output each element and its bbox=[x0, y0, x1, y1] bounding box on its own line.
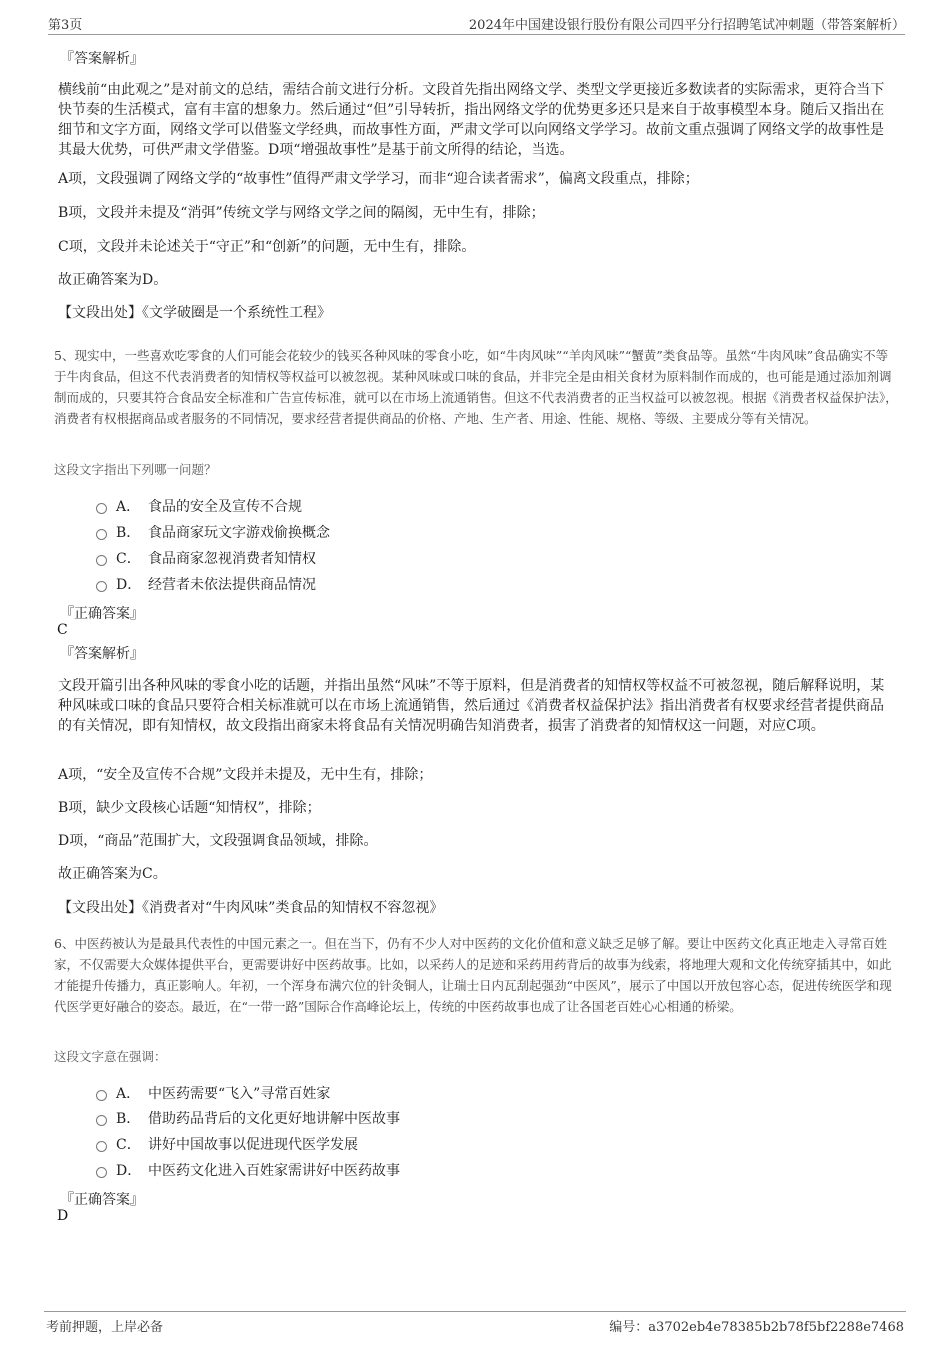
q5-note-d: D项，“商品”范围扩大，文段强调食品领域，排除。 bbox=[58, 833, 378, 849]
option-text: 食品商家玩文字游戏偷换概念 bbox=[148, 525, 330, 541]
q6-option-c[interactable] bbox=[96, 1134, 358, 1154]
radio-icon[interactable] bbox=[96, 581, 107, 592]
q5-analysis-heading: 『答案解析』 bbox=[60, 646, 144, 662]
radio-icon[interactable] bbox=[96, 529, 107, 540]
q4-note-a: A项，文段强调了网络文学的“故事性”值得严肃文学学习，而非“迎合读者需求”，偏离文段重点，排除； bbox=[58, 171, 699, 187]
q5-correct-heading: 『正确答案』 bbox=[60, 606, 144, 622]
option-letter: D． bbox=[116, 1163, 142, 1179]
option-letter: D． bbox=[116, 577, 142, 593]
q4-source: 【文段出处】《文学破圈是一个系统性工程》 bbox=[58, 305, 331, 321]
q5-note-b: B项，缺少文段核心话题“知情权”，排除； bbox=[58, 800, 321, 816]
q5-stem: 5、现实中，一些喜欢吃零食的人们可能会花较少的钱买各种风味的零食小吃，如“牛肉风味”“羊肉风味”“蟹黄”类食品等。虽然“牛肉风味”食品确实不等于牛肉食品，但这不代表消费者的知情权等权益可以被忽视。某种风味或口味的食品，并非完全是由相关食材为原料制作而成的，也可能是通过添加剂调制而成的，只要其符合食品安全标准和广告宣传标准，就可以在市场上流通销售。但这不代表消费者的正当权益可以被忽视。根据《消费者权益保护法》，消费者有权根据商品或者服务的不同情况，要求经营者提供商品的价格、产地、生产者、用途、性能、规格、等级、主要成分等有关情况。 bbox=[54, 348, 898, 426]
radio-icon[interactable] bbox=[96, 1167, 107, 1178]
q6-correct-heading: 『正确答案』 bbox=[60, 1192, 144, 1208]
option-text: 食品商家忽视消费者知情权 bbox=[148, 551, 316, 567]
q6-option-b[interactable] bbox=[96, 1108, 400, 1128]
q5-conclusion: 故正确答案为C。 bbox=[58, 866, 167, 882]
q5-option-b[interactable] bbox=[96, 522, 330, 542]
option-letter: B． bbox=[116, 525, 141, 541]
option-text: 经营者未依法提供商品情况 bbox=[148, 577, 316, 593]
option-letter: C． bbox=[116, 551, 141, 567]
footer-slogan: 考前押题，上岸必备 bbox=[46, 1320, 164, 1335]
q5-option-c[interactable] bbox=[96, 548, 316, 568]
q4-analysis-heading: 『答案解析』 bbox=[60, 51, 144, 67]
q5-answer: C bbox=[57, 622, 68, 638]
q4-note-b: B项，文段并未提及“消弭”传统文学与网络文学之间的隔阂，无中生有，排除； bbox=[58, 205, 545, 221]
document-id: 编号：a3702eb4e78385b2b78f5bf2288e7468 bbox=[609, 1320, 904, 1335]
radio-icon[interactable] bbox=[96, 1141, 107, 1152]
radio-icon[interactable] bbox=[96, 555, 107, 566]
option-letter: A． bbox=[116, 1086, 141, 1102]
q6-stem: 6、中医药被认为是最具代表性的中国元素之一。但在当下，仍有不少人对中医药的文化价值和意义缺乏足够了解。要让中医药文化真正地走入寻常百姓家，不仅需要大众媒体提供平台，更需要讲好中医药故事。比如，以采药人的足迹和采药用药背后的故事为线索，将地理大观和文化传统穿插其中，如此才能提升传播力，真正影响人。年初，一个浑身布满穴位的针灸铜人，让瑞士日内瓦刮起强劲“中医风”，展示了中国以开放包容心态，促进传统医学和现代医学更好融合的姿态。最近，在“一带一路”国际合作高峰论坛上，传统的中医药故事也成了让各国老百姓心心相通的桥梁。 bbox=[54, 936, 892, 1014]
q5-source: 【文段出处】《消费者对“牛肉风味”类食品的知情权不容忽视》 bbox=[58, 900, 444, 916]
option-letter: A． bbox=[116, 499, 141, 515]
option-letter: B． bbox=[116, 1111, 141, 1127]
radio-icon[interactable] bbox=[96, 1090, 107, 1101]
option-text: 中医药文化进入百姓家需讲好中医药故事 bbox=[148, 1163, 400, 1179]
page-header bbox=[48, 10, 905, 35]
option-text: 讲好中国故事以促进现代医学发展 bbox=[148, 1137, 358, 1153]
option-letter: C． bbox=[116, 1137, 141, 1153]
radio-icon[interactable] bbox=[96, 1115, 107, 1126]
q5-option-a[interactable] bbox=[96, 496, 302, 516]
q5-prompt: 这段文字指出下列哪一问题？ bbox=[54, 462, 217, 477]
radio-icon[interactable] bbox=[96, 503, 107, 514]
option-text: 食品的安全及宣传不合规 bbox=[148, 499, 302, 515]
document-title: 2024年中国建设银行股份有限公司四平分行招聘笔试冲刺题（带答案解析） bbox=[468, 18, 905, 33]
option-text: 借助药品背后的文化更好地讲解中医故事 bbox=[148, 1111, 400, 1127]
q4-conclusion: 故正确答案为D。 bbox=[58, 272, 168, 288]
q6-prompt: 这段文字意在强调： bbox=[54, 1049, 167, 1064]
q4-analysis-text: 横线前“由此观之”是对前文的总结，需结合前文进行分析。文段首先指出网络文学、类型文学更接近多数读者的实际需求，更符合当下快节奏的生活模式，富有丰富的想象力。然后通过“但”引导转折，指出网络文学的优势更多还只是来自于故事模型本身。随后又指出在细节和文字方面，网络文学可以借鉴文学经典，而故事性方面，严肃文学可以向网络文学学习。故前文重点强调了网络文学的故事性是其最大优势，可供严肃文学借鉴。D项“增强故事性”是基于前文所得的结论，当选。 bbox=[58, 82, 885, 158]
q4-note-c: C项，文段并未论述关于“守正”和“创新”的问题，无中生有，排除。 bbox=[58, 239, 476, 255]
q6-option-d[interactable] bbox=[96, 1160, 400, 1180]
q6-answer: D bbox=[57, 1208, 69, 1224]
option-text: 中医药需要“飞入”寻常百姓家 bbox=[148, 1086, 331, 1102]
q5-note-a: A项，“安全及宣传不合规”文段并未提及，无中生有，排除； bbox=[58, 767, 433, 783]
page-footer bbox=[44, 1311, 906, 1334]
q5-analysis-text: 文段开篇引出各种风味的零食小吃的话题，并指出虽然“风味”不等于原料，但是消费者的知情权等权益不可被忽视，随后解释说明，某种风味或口味的食品只要符合相关标准就可以在市场上流通销售，然后通过《消费者权益保护法》指出消费者有权要求经营者提供商品的有关情况，即有知情权，故文段指出商家未将食品有关情况明确告知消费者，损害了消费者的知情权这一问题，对应C项。 bbox=[58, 678, 885, 734]
q6-option-a[interactable] bbox=[96, 1083, 330, 1103]
q5-option-d[interactable] bbox=[96, 574, 316, 594]
page-number: 第3页 bbox=[48, 18, 83, 33]
